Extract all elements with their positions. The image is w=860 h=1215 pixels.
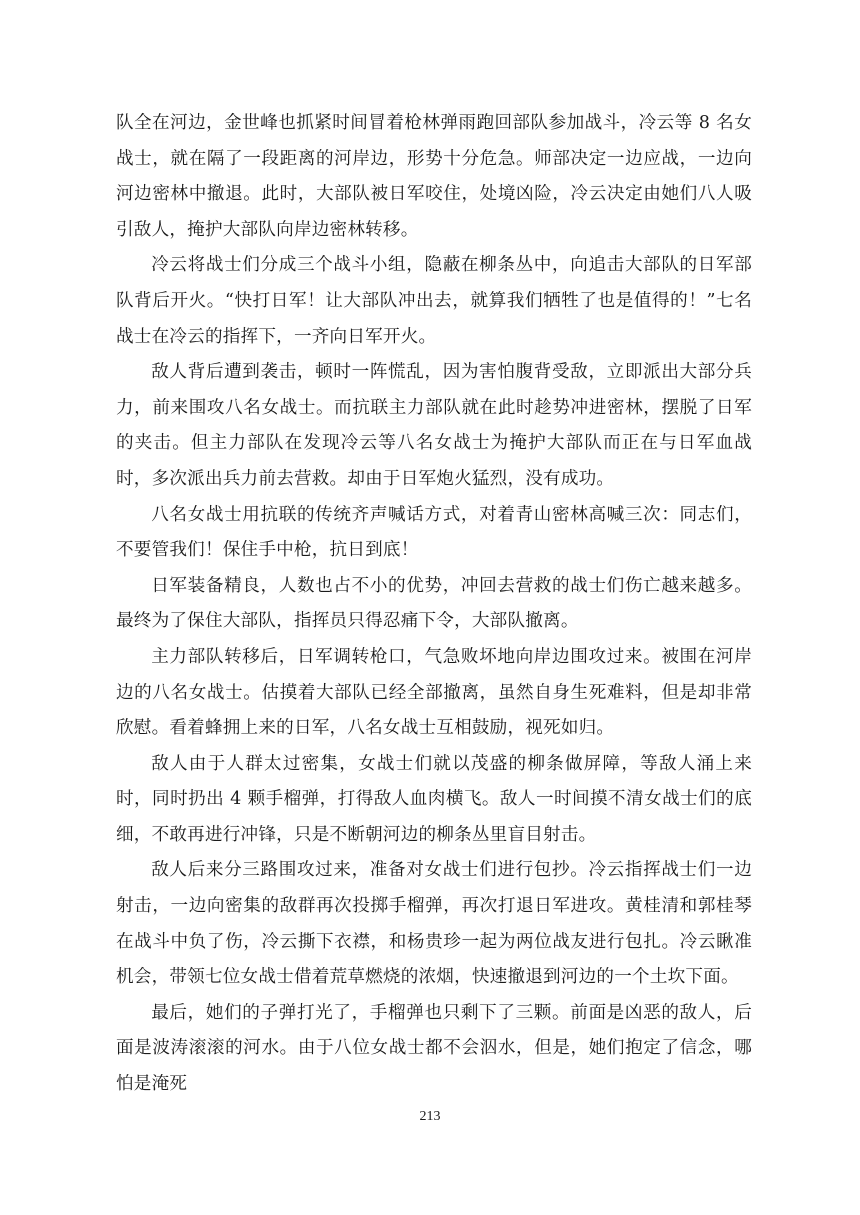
paragraph: 最后，她们的子弹打光了，手榴弹也只剩下了三颗。前面是凶恶的敌人，后面是波涛滚滚的河水。由于八位女战士都不会泅水，但是，她们抱定了信念，哪怕是淹死	[116, 1002, 752, 1095]
body-text	[116, 106, 752, 1103]
paragraph-continuation: 队全在河边，金世峰也抓紧时间冒着枪林弹雨跑回部队参加战斗，冷云等 8 名女战士，就在隔了一段距离的河岸边，形势十分危急。师部决定一边应战，一边向河边密林中撤退。此时，大部队被日军咬住，处境凶险，冷云决定由她们八人吸引敌人，掩护大部队向岸边密林转移。	[116, 113, 752, 240]
paragraph: 敌人背后遭到袭击，顿时一阵慌乱，因为害怕腹背受敌，立即派出大部分兵力，前来围攻八名女战士。而抗联主力部队就在此时趁势冲进密林，摆脱了日军的夹击。但主力部队在发现冷云等八名女战士为掩护大部队而正在与日军血战时，多次派出兵力前去营救。却由于日军炮火猛烈，没有成功。	[116, 362, 752, 489]
paragraph: 敌人由于人群太过密集，女战士们就以茂盛的柳条做屏障，等敌人涌上来时，同时扔出 4 颗手榴弹，打得敌人血肉横飞。敌人一时间摸不清女战士们的底细，不敢再进行冲锋，只是不断朝河边的柳条丛里盲目射击。	[116, 753, 752, 845]
paragraph: 主力部队转移后，日军调转枪口，气急败坏地向岸边围攻过来。被围在河岸边的八名女战士。估摸着大部队已经全部撤离，虽然自身生死难料，但是却非常欣慰。看着蜂拥上来的日军，八名女战士互相鼓励，视死如归。	[116, 646, 752, 739]
paragraph: 冷云将战士们分成三个战斗小组，隐蔽在柳条丛中，向追击大部队的日军部队背后开火。“快打日军！让大部队冲出去，就算我们牺牲了也是值得的！”七名战士在冷云的指挥下，一齐向日军开火。	[116, 255, 752, 347]
paragraph: 日军装备精良，人数也占不小的优势，冲回去营救的战士们伤亡越来越多。最终为了保住大部队，指挥员只得忍痛下令，大部队撤离。	[116, 575, 752, 632]
page-number: 213	[419, 1109, 441, 1124]
paragraph: 八名女战士用抗联的传统齐声喊话方式，对着青山密林高喊三次：同志们，不要管我们！保住手中枪，抗日到底！	[116, 504, 752, 561]
paragraph: 敌人后来分三路围攻过来，准备对女战士们进行包抄。冷云指挥战士们一边射击，一边向密集的敌群再次投掷手榴弹，再次打退日军进攻。黄桂清和郭桂琴在战斗中负了伤，冷云撕下衣襟，和杨贵珍一起为两位战友进行包扎。冷云瞅准机会，带领七位女战士借着荒草燃烧的浓烟，快速撤退到河边的一个土坎下面。	[116, 860, 752, 988]
